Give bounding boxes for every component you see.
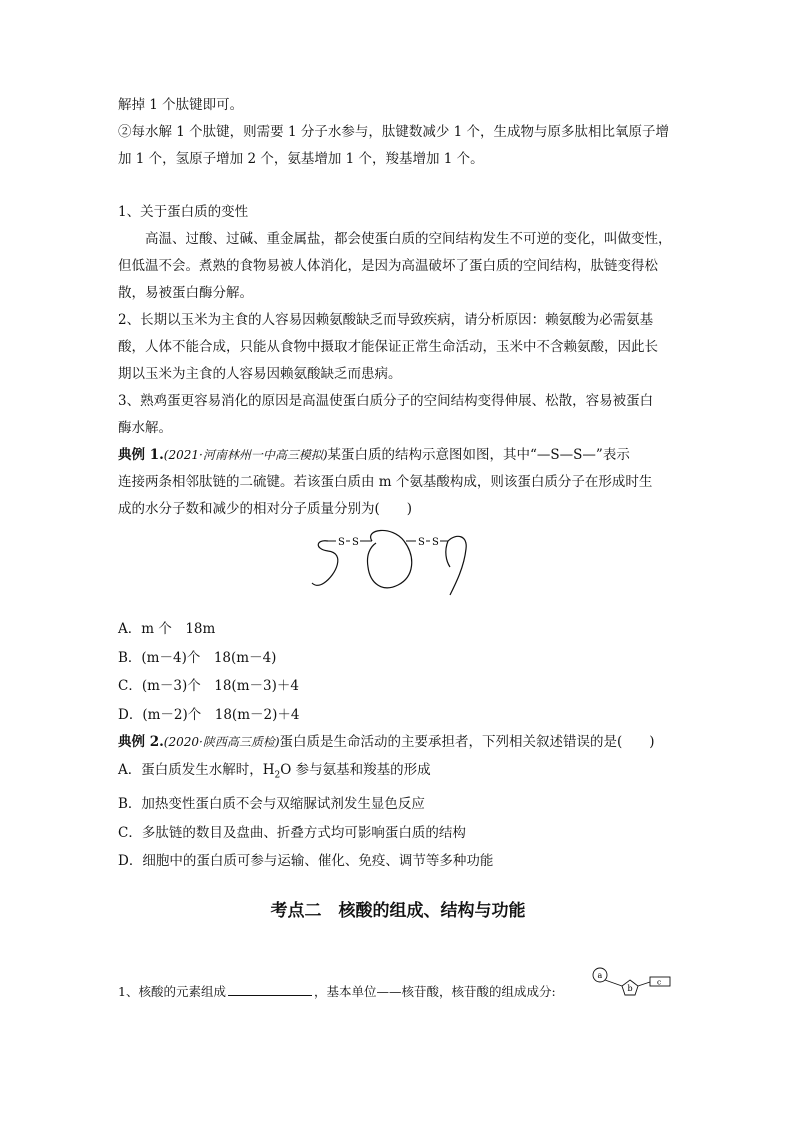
phosphate-label: a <box>597 971 603 980</box>
text-line: 散，易被蛋白酶分解。 <box>118 285 253 301</box>
protein-structure-diagram <box>118 527 678 607</box>
example-1-label: 典例 1. <box>118 447 164 463</box>
example-2-option-a: A．蛋白质发生水解时，$H_2O$ 参与氨基和羧基的形成 <box>118 762 431 781</box>
text-line: 期以玉米为主食的人容易因赖氨酸缺乏而患病。 <box>118 366 402 382</box>
example-1-source: (2021·河南林州一中高三模拟) <box>163 448 328 462</box>
sugar-label: b <box>627 984 633 993</box>
example-2-option-b: B．加热变性蛋白质不会与双缩脲试剂发生显色反应 <box>118 796 425 813</box>
example-1-question <box>118 442 678 469</box>
text-line: 酶水解。 <box>118 420 172 436</box>
example-1-option-c: C．(m－3)个 18(m－3)＋4 <box>118 678 299 694</box>
example-2-label: 典例 2. <box>118 734 164 750</box>
example-2-text: 蛋白质是生命活动的主要承担者，下列相关叙述错误的是( ) <box>279 734 655 750</box>
example-2-option-d: D．细胞中的蛋白质可参与运输、催化、免疫、调节等多种功能 <box>118 853 494 870</box>
text-line: 成的水分子数和减少的相对分子质量分别为( ) <box>118 501 413 517</box>
protein-chains-figure <box>306 527 486 607</box>
peptide-chain-2 <box>367 530 411 587</box>
document-body <box>118 92 678 928</box>
example-2-source: (2020·陕西高三质检) <box>163 735 280 749</box>
example-2-option-c: C．多肽链的数目及盘曲、折叠方式均可影响蛋白质的结构 <box>118 824 466 841</box>
sulfur-label: S <box>418 537 425 548</box>
text-line: 解掉 1 个肽键即可。 <box>118 97 244 113</box>
sulfur-label: S <box>432 537 439 548</box>
nucleotide-diagram <box>592 966 674 1002</box>
sulfur-label: S <box>338 537 345 548</box>
nucleic-acid-line: 1、核酸的元素组成 ，基本单位——核苷酸，核苷酸的组成成分: <box>118 984 556 999</box>
point-1-title: 1、关于蛋白质的变性 <box>118 204 249 220</box>
text-line: 加 1 个，氢原子增加 2 个，氨基增加 1 个，羧基增加 1 个。 <box>118 151 484 167</box>
text-line: 连接两条相邻肽链的二硫键。若该蛋白质由 m 个氨基酸构成，则该蛋白质分子在形成时生 <box>118 474 653 490</box>
example-1-text: 某蛋白质的结构示意图如图，其中“—S—S—”表示 <box>327 447 630 463</box>
example-1-option-b: B．(m－4)个 18(m－4) <box>118 649 277 666</box>
point-2: 2、长期以玉米为主食的人容易因赖氨酸缺乏而导致疾病，请分析原因：赖氨酸为必需氨基 <box>118 312 654 328</box>
text-line: 酸，人体不能合成，只能从食物中摄取才能保证正常生命活动，玉米中不含赖氨酸，因此长 <box>118 339 658 355</box>
bond-line <box>638 982 650 986</box>
fill-in-blank[interactable] <box>228 983 312 996</box>
sulfur-label: S <box>352 537 359 548</box>
text-line: 高温、过酸、过碱、重金属盐，都会使蛋白质的空间结构发生不可逆的变化，叫做变性， <box>145 231 672 247</box>
base-label: c <box>657 977 662 987</box>
section-title: 考点二 核酸的组成、结构与功能 <box>270 900 526 921</box>
bond-line <box>605 980 622 986</box>
example-1-option-d: D．(m－2)个 18(m－2)＋4 <box>118 706 300 723</box>
point-3: 3、熟鸡蛋更容易消化的原因是高温使蛋白质分子的空间结构变得伸展、松散，容易被蛋白 <box>118 393 654 409</box>
text-line: 但低温不会。煮熟的食物易被人体消化，是因为高温破坏了蛋白质的空间结构，肽链变得松 <box>118 258 658 274</box>
example-1-option-a: A．m 个 18m <box>118 621 216 637</box>
peptide-chain-1 <box>312 541 338 586</box>
peptide-chain-3 <box>446 536 466 595</box>
example-2-question <box>118 729 678 756</box>
text-line: ②每水解 1 个肽键，则需要 1 分子水参与，肽键数减少 1 个，生成物与原多肽相比氧原子增 <box>118 124 670 140</box>
